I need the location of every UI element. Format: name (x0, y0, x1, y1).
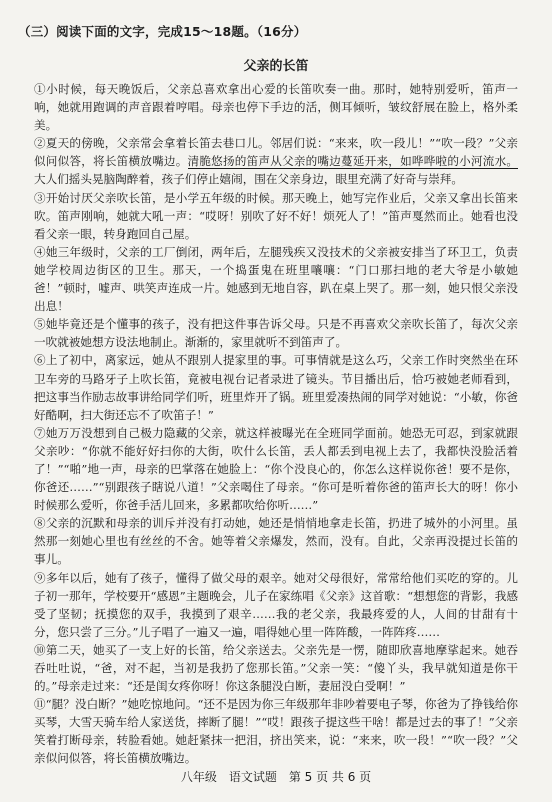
paragraph-text: “腿？没白断？”她吃惊地问。“还不是因为你三年级那年非吵着要电子琴，你爸为了挣钱给你买琴，大雪天骑车给人家送货，摔断了腿！”“哎！跟孩子提这些干啥！都是过去的事了！”父亲笑着打断母亲，转脸看她。她赶紧抹一把泪，挤出笑来，说：“来来，吹一段！”“吹一段？”父亲似问似答，将长笛横放嘴边。 (34, 697, 518, 766)
section-header: （三）阅读下面的文字，完成15～18题。（16分） (18, 24, 307, 39)
article-title: 父亲的长笛 (243, 59, 309, 74)
paragraph-text: 小时候，每天晚饭后，父亲总喜欢拿出心爱的长笛吹奏一曲。那时，她特别爱听，笛声一响，她就用跑调的声音跟着哼唱。母亲也停下手边的活，侧耳倾听，皱纹舒展在脸上，格外柔美。 (34, 82, 518, 133)
paragraph-number: ⑩ (34, 642, 46, 657)
paragraph-text: 她三年级时，父亲的工厂倒闭，两年后，左腿残疾又没技术的父亲被安排当了环卫工，负责她学校周边街区的卫生。那天，一个捣蛋鬼在班里嚷嚷：“门口那扫地的老大爷是小敏她爸！”顿时，嘘声、哄笑声连成一片。她感到无地自容，趴在桌上哭了。那一刻，她只恨父亲没出息！ (34, 244, 518, 314)
paragraph-number: ⑥ (34, 353, 46, 368)
paragraph-9 (34, 569, 518, 641)
paragraph-text: 上了初中，离家远，她从不跟别人提家里的事。可事情就是这么巧，父亲工作时突然坐在环卫车旁的马路牙子上吹长笛，竟被电视台记者录进了镜头。节目播出后，恰巧被她老师看到，把这事当作励志故事讲给同学们听，班里炸开了锅。班里爱凑热闹的同学对她说：“小敏，你爸好酷啊，扫大街还忘不了吹笛子！” (34, 353, 518, 422)
paragraph-7 (34, 424, 518, 514)
paragraph-text: 父亲的沉默和母亲的训斥并没有打动她，她还是悄悄地拿走长笛，扔进了城外的小河里。虽然那一刻她心里也有丝丝的不舍。她等着父亲爆发，然而，没有。自此，父亲再没提过长笛的事儿。 (34, 516, 518, 567)
paragraph-text: 夏天的傍晚，父亲常会拿着长笛去巷口儿。邻居们说：“来来，吹一段儿！”“吹一段？”父亲似问似答，将长笛横放嘴边。 (34, 136, 518, 169)
paragraph-text: 开始讨厌父亲吹长笛，是小学五年级的时候。那天晚上，她写完作业后，父亲又拿出长笛来吹。笛声刚响，她就大吼一声：“哎呀！别吹了好不好！烦死人了！”笛声戛然而止。她看也没看父亲一眼，转身跑回自己屋。 (34, 190, 518, 241)
paragraph-number: ⑦ (34, 425, 46, 440)
paragraph-text: 多年以后，她有了孩子，懂得了做父母的艰辛。她对父母很好，常常给他们买吃的穿的。儿子初一那年，学校要开“感恩”主题晚会，儿子在家练唱《父亲》这首歌：“想想您的背影，我感受了坚韧；抚摸您的双手，我摸到了艰辛……我的老父亲，我最疼爱的人，人间的甘甜有十分，您只尝了三分。”儿子唱了一遍又一遍，唱得她心里一阵阵酸，一阵阵疼…… (34, 570, 518, 639)
paragraph-3 (34, 189, 518, 243)
paragraph-number: ⑪ (34, 697, 46, 712)
paragraph-number: ① (34, 82, 47, 96)
paragraph-11 (34, 695, 518, 767)
paragraph-text: 她毕竟还是个懂事的孩子，没有把这件事告诉父母。只是不再喜欢父亲吹长笛了，每次父亲一吹就被她想方设法地制止。渐渐的，家里就听不到笛声了。 (34, 317, 518, 350)
paragraph-number: ⑨ (34, 570, 46, 585)
paragraph-10 (34, 641, 518, 695)
underlined-sentence: 清脆悠扬的笛声从父亲的嘴边蔓延开来，如哗哗啦的小河流水。 (187, 154, 518, 169)
article-body (34, 80, 518, 768)
paragraph-4 (34, 243, 518, 315)
paragraph-number: ② (34, 136, 46, 151)
paragraph-6 (34, 351, 518, 423)
paragraph-8 (34, 514, 518, 568)
paragraph-number: ⑧ (34, 516, 46, 531)
paragraph-text: 她万万没想到自己极力隐藏的父亲，就这样被曝光在全班同学面前。她恐无可忍，到家就跟父亲吵：“你就不能好好扫你的大街，吹什么长笛，丢人都丢到电视上去了，我都快没脸活着了！”“啪”地一声，母亲的巴掌落在她脸上：“你个没良心的，你怎么这样说你爸！要不是你，你爸还……”“别跟孩子瞎说八道！”父亲喝住了母亲。“你可是听着你爸的笛声长大的呀！你小时候那么爱听，你爸手活儿回来，多累都吹给你听……” (34, 425, 518, 513)
paragraph-5 (34, 315, 518, 351)
paragraph-1 (34, 80, 518, 134)
paragraph-text: 第二天，她买了一支上好的长笛，给父亲送去。父亲先是一愣，随即欣喜地摩挲起来。她吞吞吐吐说，“爸，对不起，当初是我扔了您那长笛。”父亲一笑：“傻丫头，我早就知道是你干的。”母亲走过来：“还是闺女疼你呀！你这条腿没白断，妻屈没白受啊！” (34, 642, 518, 694)
paragraph-number: ③ (34, 190, 46, 205)
paragraph-number: ④ (34, 244, 46, 259)
paragraph-2 (34, 134, 518, 188)
paragraph-text: 大人们摇头晃脑陶醉着，孩子们停止嬉闹，围在父亲身边，眼里充满了好奇与崇拜。 (34, 172, 463, 187)
page-footer: 八年级 语文试题 第 5 页 共 6 页 (180, 770, 372, 784)
paragraph-number: ⑤ (34, 317, 46, 332)
